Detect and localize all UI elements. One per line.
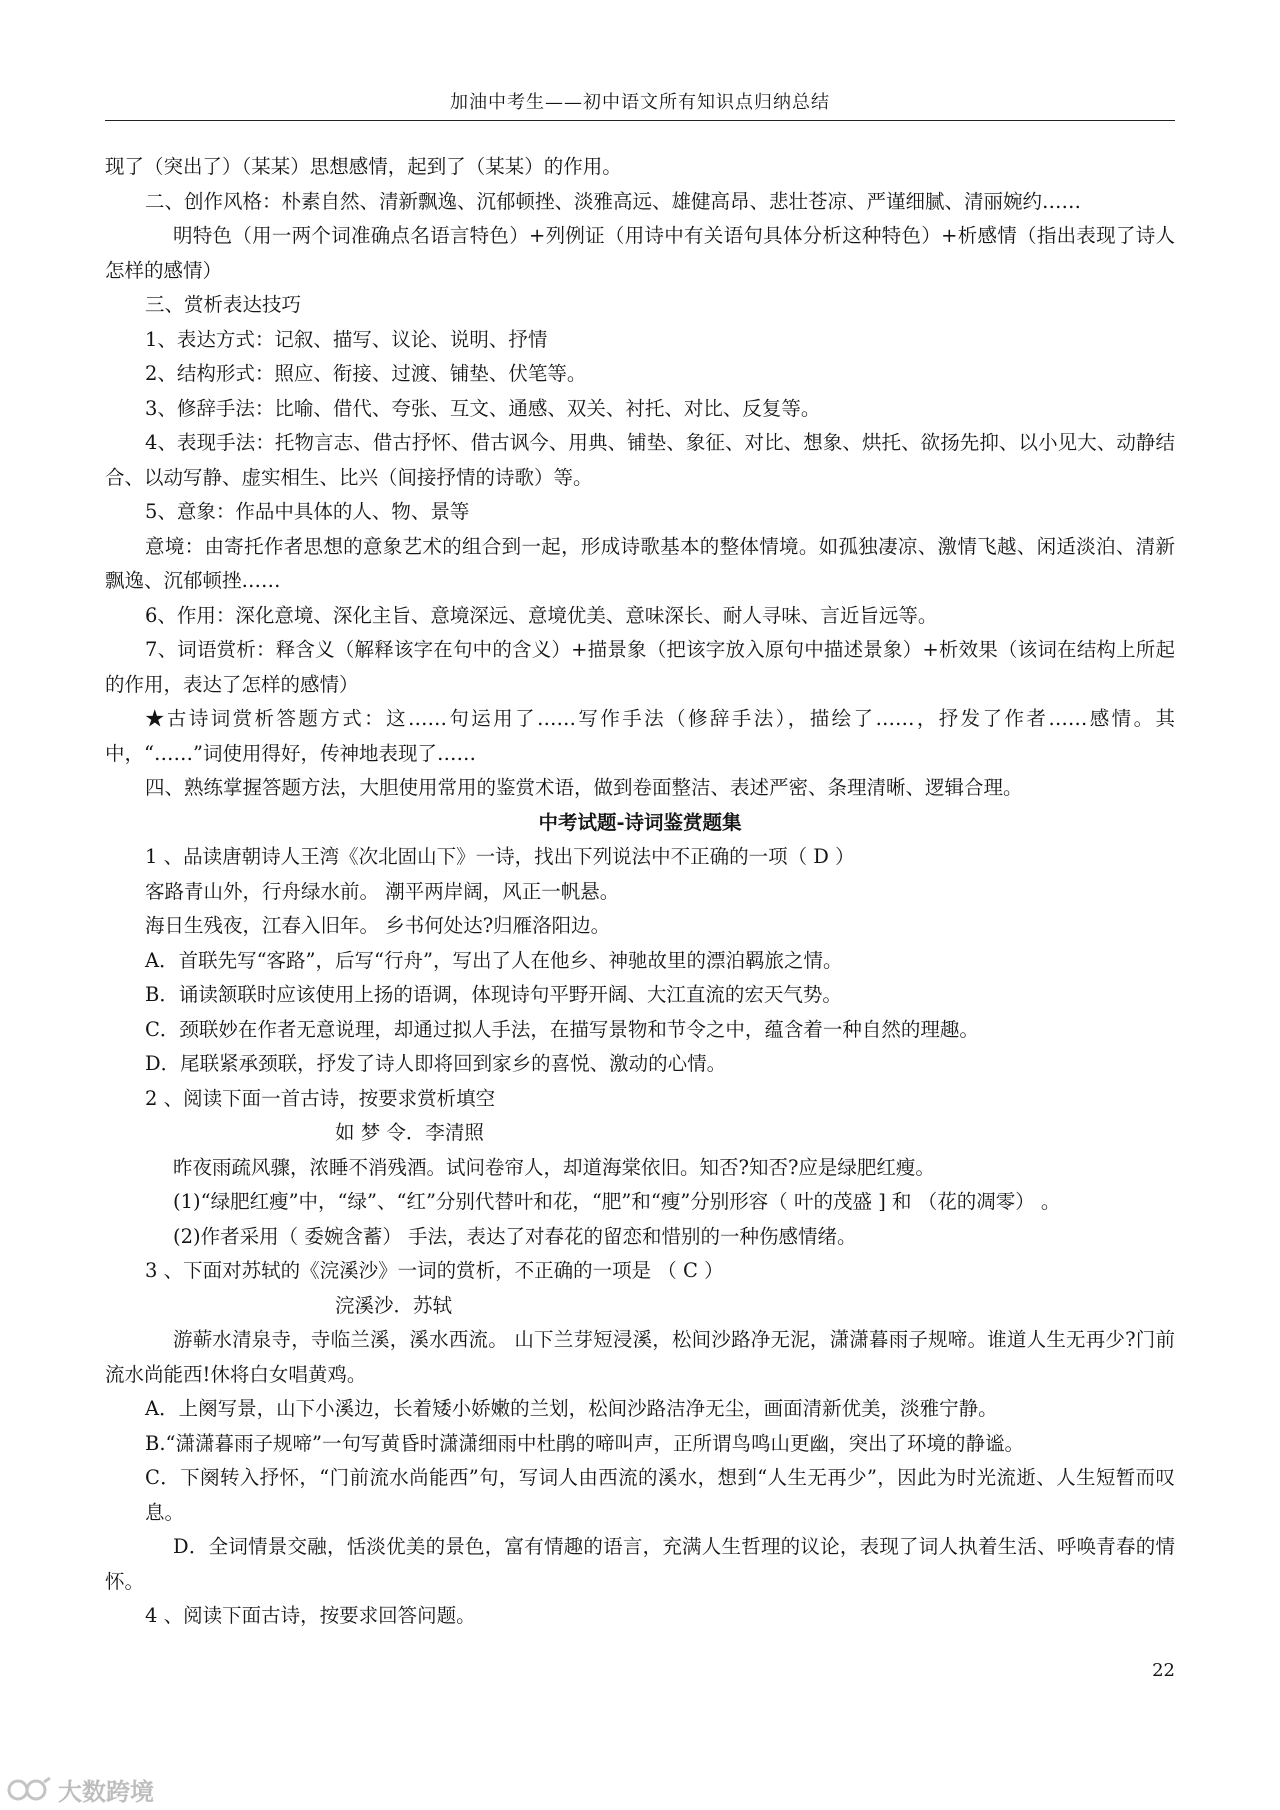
text-line: 三、赏析表达技巧 bbox=[145, 293, 302, 316]
text-line: 昨夜雨疏风骤，浓睡不消残酒。试问卷帘人，却道海棠依旧。知否?知否?应是绿肥红瘦。 bbox=[173, 1155, 935, 1179]
text-line: B.“潇潇暮雨子规啼”一句写黄昏时潇潇细雨中杜鹃的啼叫声，正所谓鸟鸣山更幽，突出了环境的静谧。 bbox=[145, 1431, 1024, 1455]
watermark-logo-icon bbox=[6, 1776, 52, 1804]
text-line: 现了（突出了）（某某）思想感情，起到了（某某）的作用。 bbox=[105, 155, 622, 178]
text-line: ★古诗词赏析答题方式：这……句运用了……写作手法（修辞手法），描绘了……，抒发了作者……感情。其中，“……”词使用得好，传神地表现了…… bbox=[105, 707, 1175, 765]
text-line: A．上阕写景，山下小溪边，长着矮小娇嫩的兰划，松间沙路洁净无尘，画面清新优美，淡雅宁静。 bbox=[145, 1397, 998, 1420]
text-line: (2)作者采用（ 委婉含蓄） 手法，表达了对春花的留恋和惜别的一种伤感情绪。 bbox=[173, 1224, 857, 1248]
watermark-text: 大数跨境 bbox=[58, 1778, 154, 1806]
text-line: 3、修辞手法：比喻、借代、夸张、互文、通感、双关、衬托、对比、反复等。 bbox=[145, 396, 821, 420]
header-title: 加油中考生——初中语文所有知识点归纳总结 bbox=[450, 92, 830, 113]
text-line: 游蕲水清泉寺，寺临兰溪，溪水西流。 山下兰芽短浸溪，松间沙路净无泥，潇潇暮雨子规啼。谁道人生无再少?门前流水尚能西!休将白女唱黄鸡。 bbox=[105, 1328, 1175, 1386]
text-line: 客路青山外，行舟绿水前。 潮平两岸阔，风正一帆悬。 bbox=[145, 879, 620, 903]
text-line: C．下阕转入抒怀，“门前流水尚能西”句，写词人由西流的溪水，想到“人生无再少”，因此为时光流逝、人生短暂而叹息。 bbox=[145, 1466, 1175, 1524]
text-line: 2 、阅读下面一首古诗，按要求赏析填空 bbox=[145, 1086, 496, 1110]
text-line: 6、作用：深化意境、深化主旨、意境深远、意境优美、意味深长、耐人寻味、言近旨远等。 bbox=[145, 603, 938, 627]
text-line: A．首联先写“客路”，后写“行舟”，写出了人在他乡、神驰故里的漂泊羁旅之情。 bbox=[145, 948, 843, 972]
text-line: 5、意象：作品中具体的人、物、景等 bbox=[145, 500, 470, 523]
watermark bbox=[6, 1772, 154, 1807]
text-line: D．尾联紧承颈联，抒发了诗人即将回到家乡的喜悦、激动的心情。 bbox=[145, 1052, 727, 1075]
text-line: 1、表达方式：记叙、描写、议论、说明、抒情 bbox=[145, 327, 548, 351]
document-body bbox=[105, 150, 1175, 1634]
text-line: 明特色（用一两个词准确点名语言特色）+列例证（用诗中有关语句具体分析这种特色）+析感情（指出表现了诗人怎样的感情） bbox=[105, 224, 1175, 282]
text-line: C．颈联妙在作者无意说理，却通过拟人手法，在描写景物和节令之中，蕴含着一种自然的理趣。 bbox=[145, 1017, 979, 1041]
text-line: 海日生残夜，江春入旧年。 乡书何处达?归雁洛阳边。 bbox=[145, 914, 611, 937]
text-line: 如 梦 令．李清照 bbox=[335, 1121, 484, 1144]
page-number: 22 bbox=[1152, 1660, 1175, 1681]
text-line: 1 、品读唐朝诗人王湾《次北固山下》一诗，找出下列说法中不正确的一项（ D ） bbox=[145, 845, 855, 868]
text-line: 7、词语赏析：释含义（解释该字在句中的含义）+描景象（把该字放入原句中描述景象）+析效果（该词在结构上所起的作用，表达了怎样的感情） bbox=[105, 638, 1175, 696]
text-line: 二、创作风格：朴素自然、清新飘逸、沉郁顿挫、淡雅高远、雄健高昂、悲壮苍凉、严谨细腻、清丽婉约…… bbox=[145, 189, 1082, 213]
section-heading: 中考试题-诗词鉴赏题集 bbox=[538, 810, 742, 834]
text-line: (1)“绿肥红瘦”中，“绿”、“红”分别代替叶和花，“肥”和“瘦”分别形容（ 叶的茂盛 ] 和 （花的凋零） 。 bbox=[173, 1190, 1061, 1213]
text-line: 意境：由寄托作者思想的意象艺术的组合到一起，形成诗歌基本的整体情境。如孤独凄凉、激情飞越、闲适淡泊、清新飘逸、沉郁顿挫…… bbox=[105, 534, 1175, 592]
text-line: 3 、下面对苏轼的《浣溪沙》一词的赏析，不正确的一项是 （ C ） bbox=[145, 1259, 724, 1282]
text-line: 2、结构形式：照应、衔接、过渡、铺垫、伏笔等。 bbox=[145, 362, 587, 385]
text-line: 四、熟练掌握答题方法，大胆使用常用的鉴赏术语，做到卷面整洁、表述严密、条理清晰、逻辑合理。 bbox=[145, 776, 1023, 799]
text-line: 浣溪沙．苏轼 bbox=[335, 1293, 453, 1317]
page-header bbox=[105, 88, 1175, 121]
text-line: 4 、阅读下面古诗，按要求回答问题。 bbox=[145, 1604, 476, 1627]
text-line: 4、表现手法：托物言志、借古抒怀、借古讽今、用典、铺垫、象征、对比、想象、烘托、欲扬先抑、以小见大、动静结合、以动写静、虚实相生、比兴（间接抒情的诗歌）等。 bbox=[105, 431, 1175, 489]
text-line: D．全词情景交融，恬淡优美的景色，富有情趣的语言，充满人生哲理的议论，表现了词人执着生活、呼唤青春的情怀。 bbox=[105, 1535, 1175, 1593]
text-line: B．诵读颔联时应该使用上扬的语调，体现诗句平野开阔、大江直流的宏天气势。 bbox=[145, 983, 842, 1006]
